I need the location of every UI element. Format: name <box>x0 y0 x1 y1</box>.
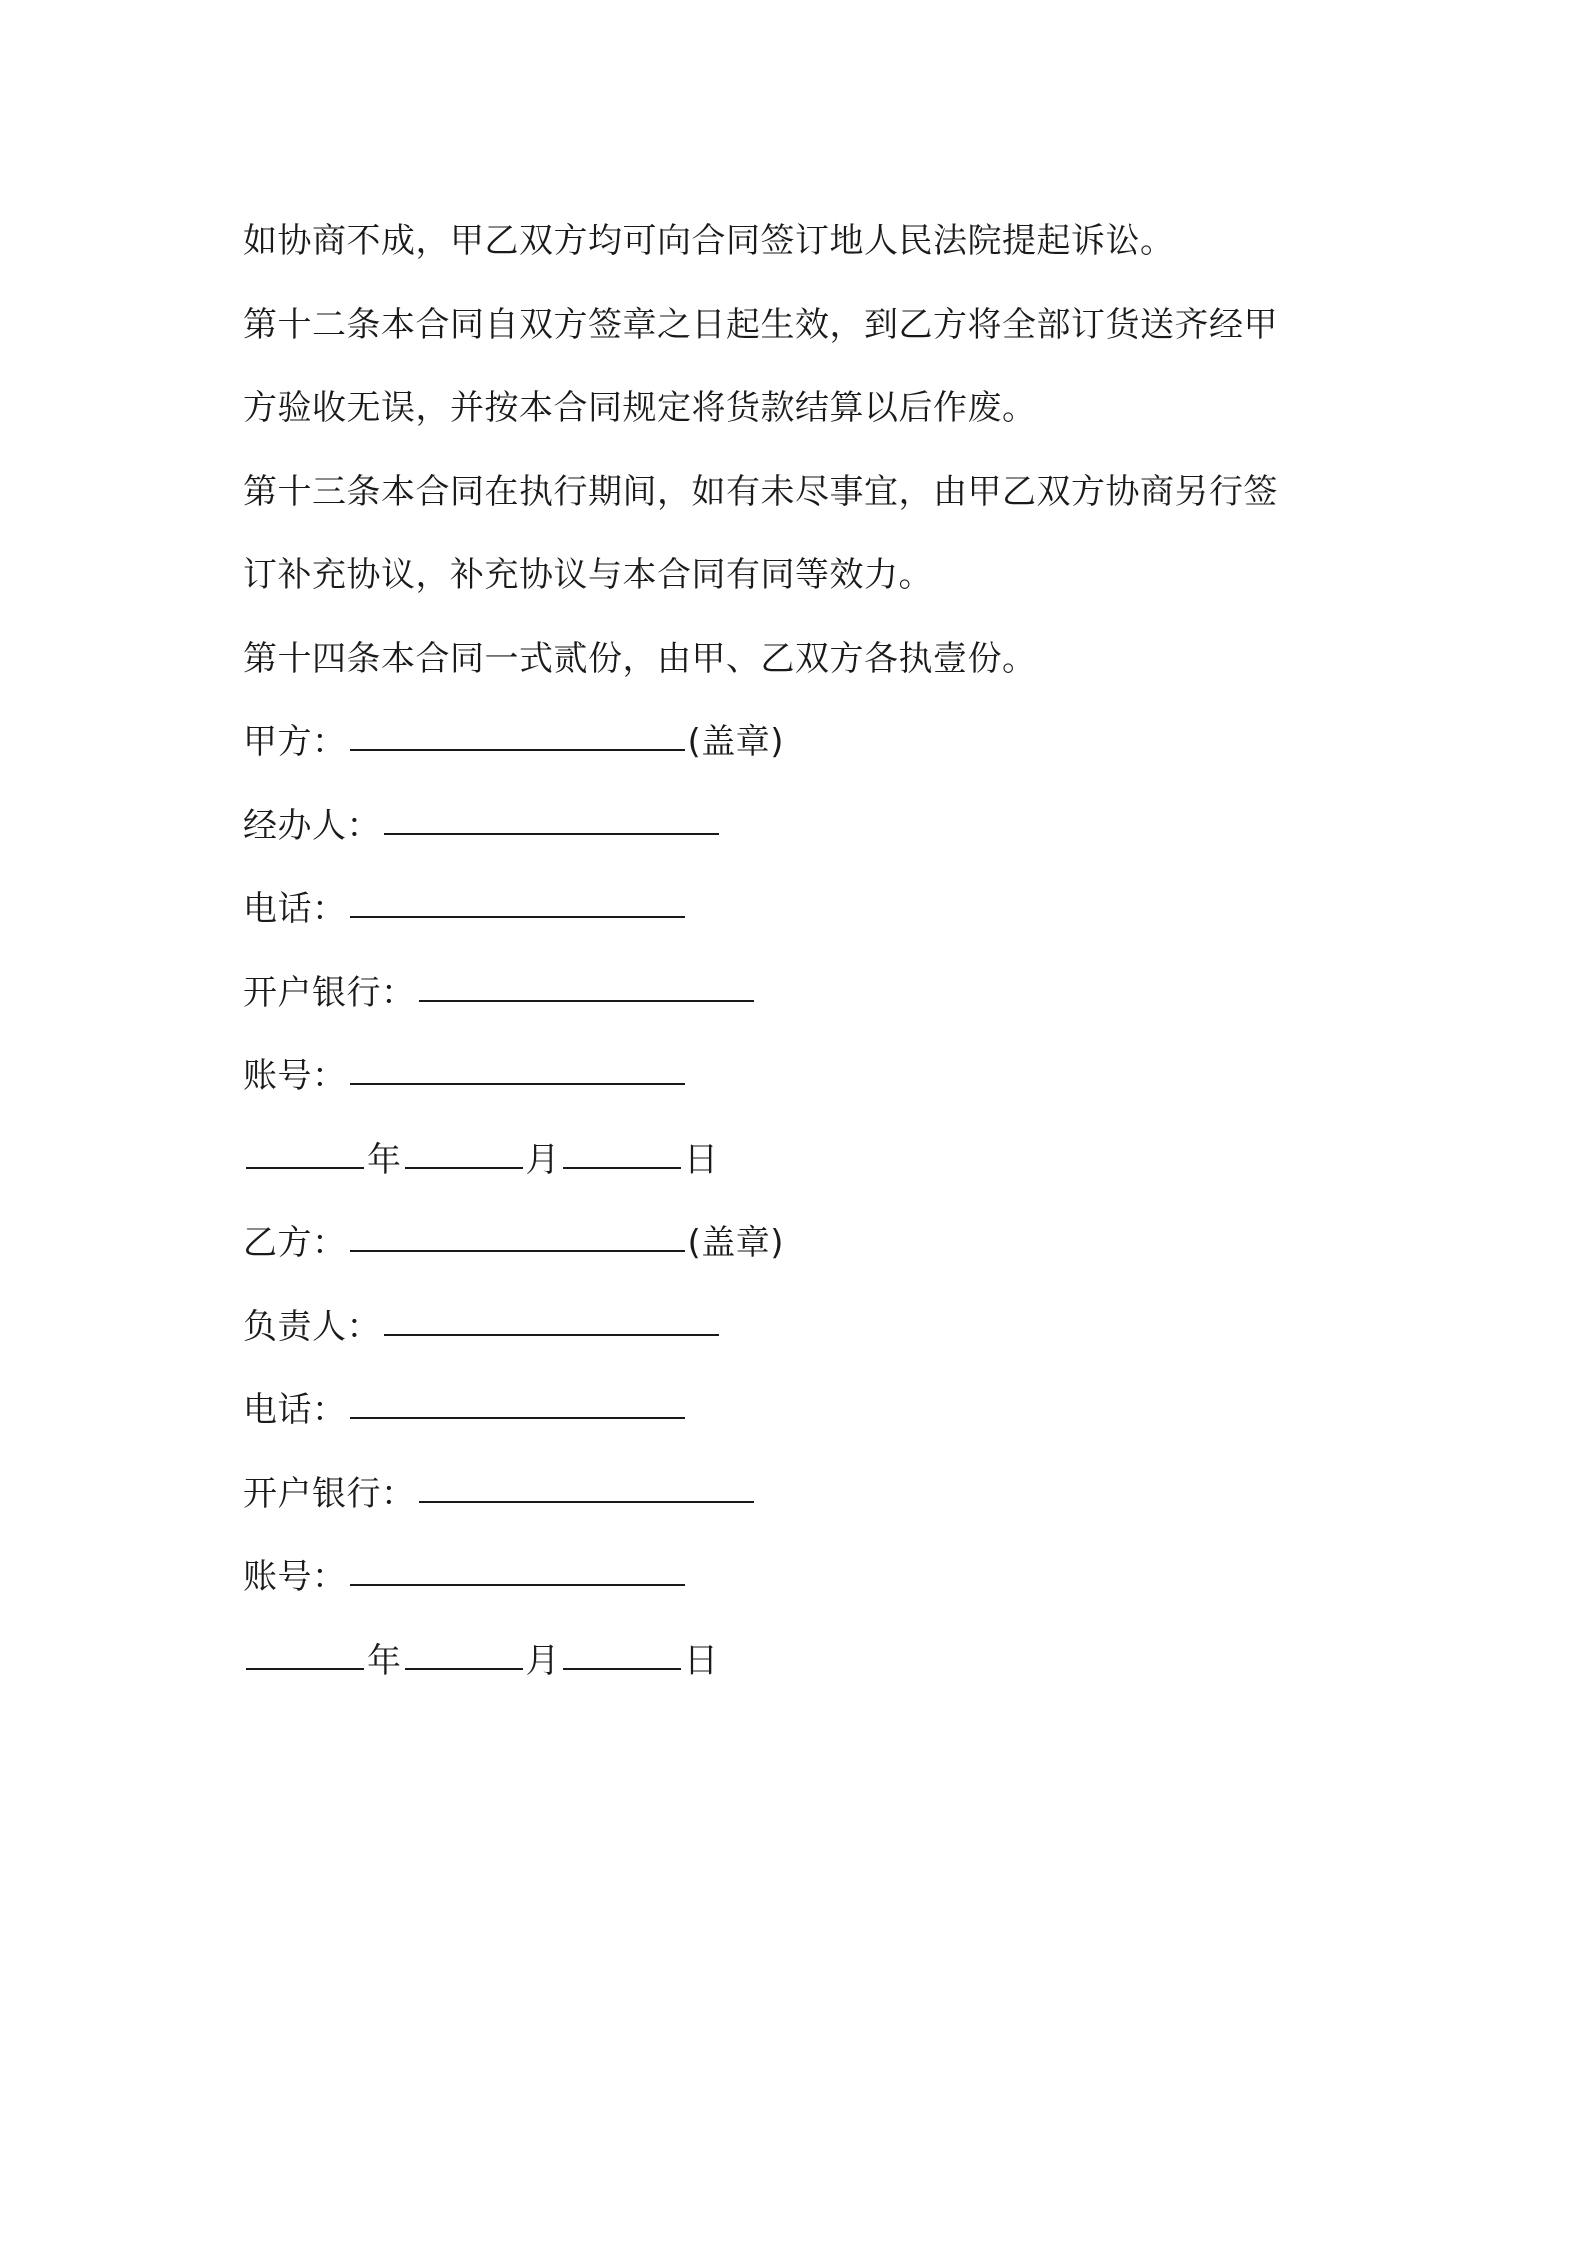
clause-thirteen-line-2: 订补充协议，补充协议与本合同有同等效力。 <box>243 555 933 595</box>
party-b-account-row <box>243 1536 1363 1620</box>
party-a-day-blank[interactable] <box>563 1167 681 1169</box>
party-b-account-label: 账号： <box>243 1557 347 1597</box>
party-a-row <box>243 701 1363 785</box>
party-b-row <box>243 1202 1363 1286</box>
party-b-bank-blank[interactable] <box>419 1501 754 1503</box>
party-a-label: 甲方： <box>243 722 347 762</box>
party-a-date-row <box>243 1119 1363 1203</box>
party-b-bank-row <box>243 1453 1363 1537</box>
party-a-phone-label: 电话： <box>243 889 347 929</box>
party-a-year-blank[interactable] <box>246 1167 364 1169</box>
party-a-phone-blank[interactable] <box>350 916 685 918</box>
party-b-month-label: 月 <box>525 1640 560 1681</box>
party-b-day-label: 日 <box>684 1640 719 1681</box>
party-a-agent-row <box>243 785 1363 869</box>
party-a-blank[interactable] <box>350 749 685 751</box>
party-a-account-blank[interactable] <box>350 1083 685 1085</box>
clause-fourteen: 第十四条本合同一式贰份，由甲、乙双方各执壹份。 <box>243 638 1037 679</box>
party-b-phone-label: 电话： <box>243 1390 347 1430</box>
party-a-month-blank[interactable] <box>405 1167 523 1169</box>
party-a-bank-label: 开户银行： <box>243 972 416 1013</box>
party-b-agent-row <box>243 1286 1363 1370</box>
party-b-account-blank[interactable] <box>350 1584 685 1586</box>
clause-twelve-line-1: 第十二条本合同自双方签章之日起生效，到乙方将全部订货送齐经甲 <box>243 304 1278 345</box>
party-a-day-label: 日 <box>684 1139 719 1180</box>
party-b-year-blank[interactable] <box>246 1668 364 1670</box>
party-b-blank[interactable] <box>350 1250 685 1252</box>
party-b-phone-blank[interactable] <box>350 1417 685 1419</box>
party-b-day-blank[interactable] <box>563 1668 681 1670</box>
party-b-seal: (盖章) <box>687 1223 785 1263</box>
party-a-agent-label: 经办人： <box>243 805 381 846</box>
party-a-year-label: 年 <box>367 1139 402 1180</box>
party-a-phone-row <box>243 868 1363 952</box>
party-a-month-label: 月 <box>525 1139 560 1180</box>
clause-thirteen-line-1: 第十三条本合同在执行期间，如有未尽事宜，由甲乙双方协商另行签 <box>243 471 1278 512</box>
clause-twelve-line-2: 方验收无误，并按本合同规定将货款结算以后作废。 <box>243 388 1037 428</box>
party-a-bank-row <box>243 952 1363 1036</box>
party-b-year-label: 年 <box>367 1640 402 1681</box>
party-a-account-label: 账号： <box>243 1056 347 1096</box>
party-b-phone-row <box>243 1369 1363 1453</box>
party-b-agent-label: 负责人： <box>243 1306 381 1347</box>
party-a-account-row <box>243 1035 1363 1119</box>
party-a-seal: (盖章) <box>687 722 785 762</box>
party-b-month-blank[interactable] <box>405 1668 523 1670</box>
party-a-agent-blank[interactable] <box>384 833 719 835</box>
document-content <box>243 200 1363 1703</box>
party-b-label: 乙方： <box>243 1223 347 1263</box>
party-b-bank-label: 开户银行： <box>243 1473 416 1514</box>
clause-text-line-1: 如协商不成，甲乙双方均可向合同签订地人民法院提起诉讼。 <box>243 221 1175 261</box>
party-a-bank-blank[interactable] <box>419 1000 754 1002</box>
party-b-agent-blank[interactable] <box>384 1334 719 1336</box>
party-b-date-row <box>243 1620 1363 1704</box>
